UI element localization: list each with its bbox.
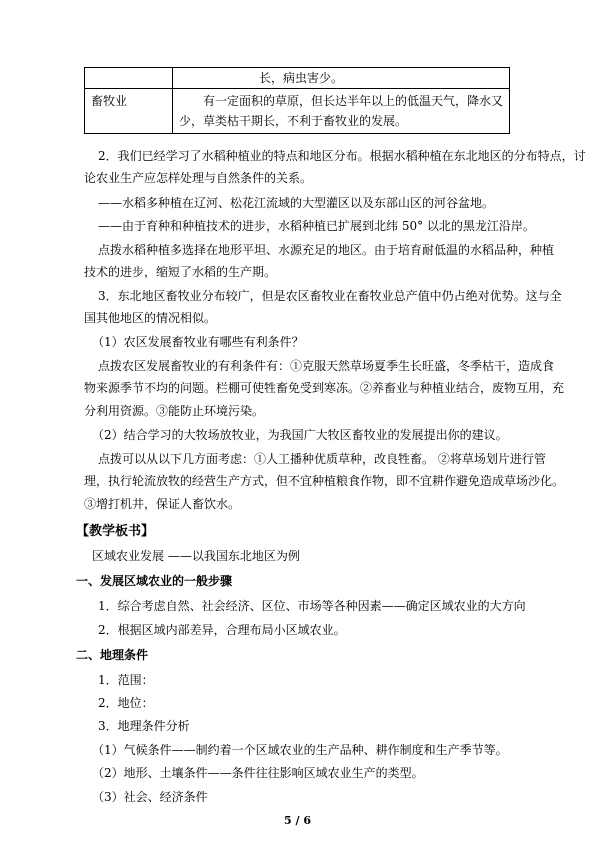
board-line: （3）社会、经济条件: [92, 790, 208, 804]
table-cell-line: 有一定面积的草原，但长达半年以上的低温天气，降水又: [203, 94, 504, 108]
body-line: 理，执行轮流放牧的经营生产方式，但不宜种植粮食作物，即不宜耕作避免造成草场沙化。: [84, 474, 565, 488]
body-line: 论农业生产应怎样处理与自然条件的关系。: [84, 171, 313, 185]
body-line: 物来源季节不均的问题。栏棚可使牲畜免受到寒冻。②养畜业与种植业结合，废物互用，充: [84, 381, 565, 395]
body-line: 点拨农区发展畜牧业的有利条件有：①克服天然草场夏季生长旺盛，冬季枯干，造成食: [98, 359, 555, 373]
table-cell-text: [173, 68, 510, 89]
page-number: 5 / 6: [284, 814, 311, 827]
body-line: ——由于育种和种植技术的进步，水稻种植已扩展到北纬 50° 以北的黑龙江沿岸。: [98, 219, 535, 233]
body-line: 点拨水稻种植多选择在地形平坦、水源充足的地区。由于培育耐低温的水稻品种，种植: [98, 243, 555, 257]
board-heading: 二、地理条件: [76, 648, 149, 662]
agriculture-conditions-table: [84, 67, 510, 134]
table-cell-label: [85, 68, 173, 89]
body-line: （1）农区发展畜牧业有哪些有利条件？: [92, 335, 304, 349]
body-line: 技术的进步，缩短了水稻的生产期。: [84, 265, 277, 279]
board-title: 区域农业发展 ——以我国东北地区为例: [92, 549, 300, 563]
board-line: （2）地形、土壤条件——条件往往影响区域农业生产的类型。: [92, 766, 424, 780]
table-cell-text: [173, 89, 510, 134]
body-line: ③增打机井，保证人畜饮水。: [84, 497, 241, 511]
section-heading: 【教学板书】: [76, 524, 155, 539]
body-line: 3．东北地区畜牧业分布较广，但是农区畜牧业在畜牧业总产值中仍占绝对优势。这与全: [98, 289, 562, 303]
body-line: 分利用资源。③能防止环境污染。: [84, 404, 265, 418]
body-line: ——水稻多种植在辽河、松花江流域的大型灌区以及东部山区的河谷盆地。: [98, 196, 495, 210]
body-line: （2）结合学习的大牧场放牧业，为我国广大牧区畜牧业的发展提出你的建议。: [92, 428, 508, 442]
table-row: [85, 89, 510, 134]
board-line: （1）气候条件——制约着一个区域农业的生产品种、耕作制度和生产季节等。: [92, 743, 508, 757]
board-line: 1．综合考虑自然、社会经济、区位、市场等各种因素——确定区域农业的大方向: [98, 599, 526, 613]
table-cell-label: 畜牧业: [85, 89, 173, 134]
body-line: 2．我们已经学习了水稻种植业的特点和地区分布。根据水稻种植在东北地区的分布特点，讨: [98, 149, 586, 163]
table-cell-line: 少，草类枯干期长，不利于畜牧业的发展。: [179, 114, 408, 128]
board-line: 1．范围：: [98, 673, 154, 687]
board-line: 3．地理条件分析: [98, 719, 190, 733]
table-row: [85, 68, 510, 89]
board-line: 2．根据区域内部差异，合理布局小区域农业。: [98, 623, 346, 637]
board-line: 2．地位：: [98, 696, 154, 710]
board-heading: 一、发展区域农业的一般步骤: [76, 574, 233, 588]
body-line: 国其他地区的情况相似。: [84, 311, 217, 325]
body-line: 点拨可以从以下几方面考虑：①人工播种优质草种，改良牲畜。 ②将草场划片进行管: [98, 452, 546, 466]
table-cell-line: 长，病虫害少。: [259, 71, 344, 85]
